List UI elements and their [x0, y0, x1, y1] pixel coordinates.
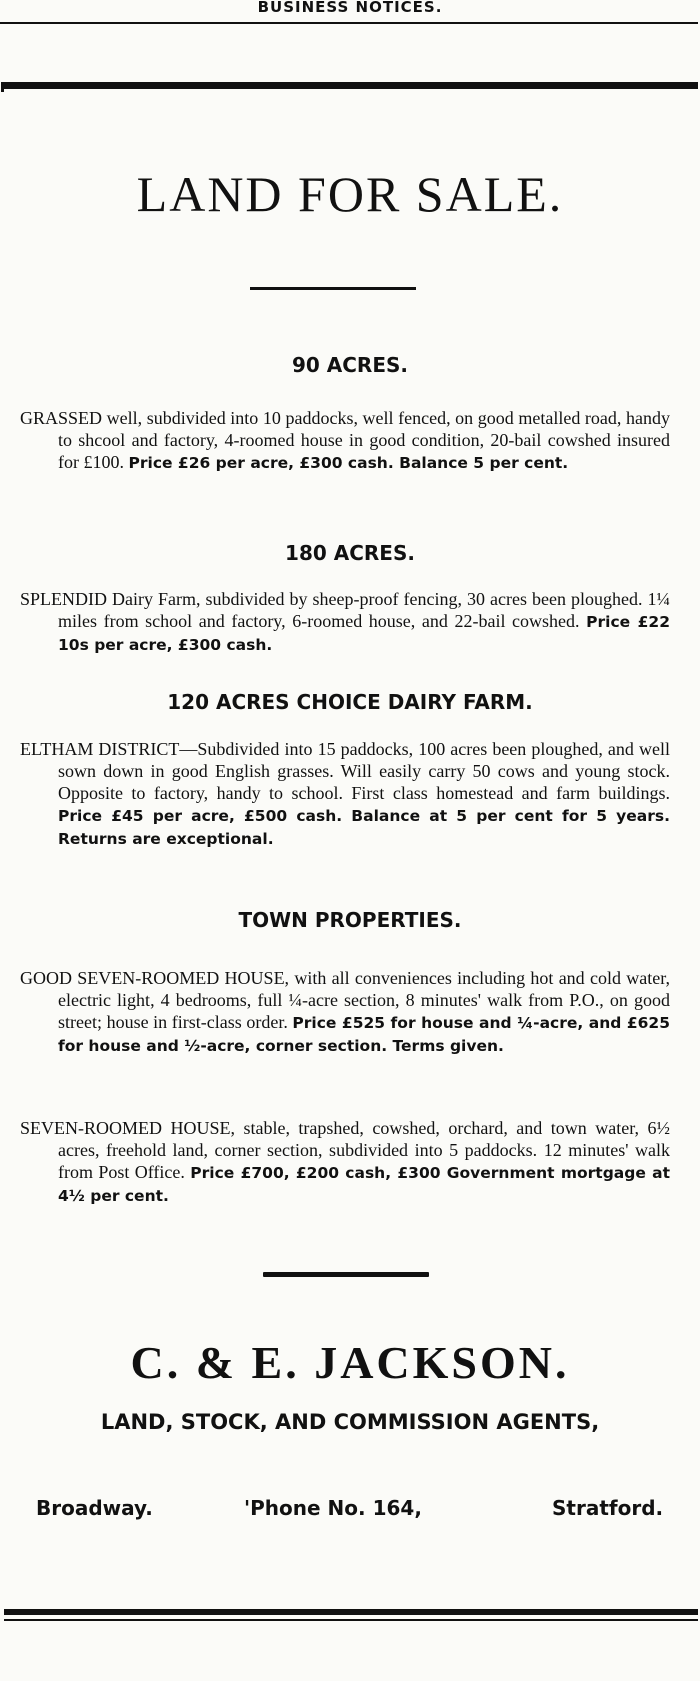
- agent-street: Broadway.: [36, 1496, 153, 1520]
- listing-price: Price £525 for house and ¼-acre, and £625 for house and ½-acre, corner section. Terms given.: [58, 1014, 670, 1055]
- listing-180-acres: [20, 588, 670, 656]
- listing-heading-180-acres: 180 ACRES.: [285, 541, 415, 565]
- listing-90-acres: [20, 407, 670, 474]
- bottom-thin-rule: [4, 1619, 698, 1621]
- left-border-mark: [1, 82, 4, 92]
- town-listing-seven-roomed-house: [20, 967, 670, 1057]
- listing-body: GOOD SEVEN-ROOMED HOUSE, with all conveniences including hot and cold water, electric light, 4 bedrooms, full ¼-acre section, 8 minutes' walk from P.O., on good street; house in first-class order.: [20, 968, 670, 1032]
- agent-divider: [263, 1272, 429, 1277]
- agent-phone: 'Phone No. 164,: [244, 1496, 422, 1520]
- listing-120-acres: [20, 738, 670, 850]
- town-listing-house-and-acreage: [20, 1117, 670, 1207]
- listing-heading-120-acres: 120 ACRES CHOICE DAIRY FARM.: [167, 690, 533, 714]
- agent-role: LAND, STOCK, AND COMMISSION AGENTS,: [100, 1410, 600, 1434]
- top-thin-rule: [0, 22, 698, 24]
- title-divider: [250, 287, 416, 290]
- section-header: BUSINESS NOTICES.: [257, 0, 443, 16]
- listing-body: ELTHAM DISTRICT—Subdivided into 15 paddocks, 100 acres been ploughed, and well sown down in good English grasses. Will easily carry 50 cows and young stock. Opposite to factory, handy to school. First class homestead and farm buildings.: [20, 739, 670, 803]
- listing-heading-90-acres: 90 ACRES.: [291, 353, 408, 377]
- listing-body: SEVEN-ROOMED HOUSE, stable, trapshed, cowshed, orchard, and town water, 6½ acres, freehold land, corner section, subdivided into 5 paddocks. 12 minutes' walk from Post Office.: [20, 1118, 670, 1182]
- agent-town: Stratford.: [552, 1496, 664, 1520]
- listing-body: GRASSED well, subdivided into 10 paddocks, well fenced, on good metalled road, handy to shcool and factory, 4-roomed house in good condition, 20-bail cowshed insured for £100.: [20, 408, 670, 472]
- top-thick-rule: [4, 82, 698, 89]
- listing-price: Price £45 per acre, £500 cash. Balance at 5 per cent for 5 years. Returns are exceptional.: [58, 807, 670, 848]
- listing-price: Price £700, £200 cash, £300 Government mortgage at 4½ per cent.: [58, 1164, 670, 1205]
- listing-price: Price £26 per acre, £300 cash. Balance 5 per cent.: [128, 454, 569, 472]
- bottom-thick-rule: [4, 1609, 698, 1615]
- town-properties-heading: TOWN PROPERTIES.: [238, 908, 462, 932]
- ad-title: LAND FOR SALE.: [136, 166, 564, 222]
- listing-price: Price £22 10s per acre, £300 cash.: [58, 613, 670, 654]
- listing-body: SPLENDID Dairy Farm, subdivided by sheep-proof fencing, 30 acres been ploughed. 1¼ miles from school and factory, 6-roomed house, and 22-bail cowshed.: [20, 589, 670, 631]
- agent-name: C. & E. JACKSON.: [130, 1337, 570, 1388]
